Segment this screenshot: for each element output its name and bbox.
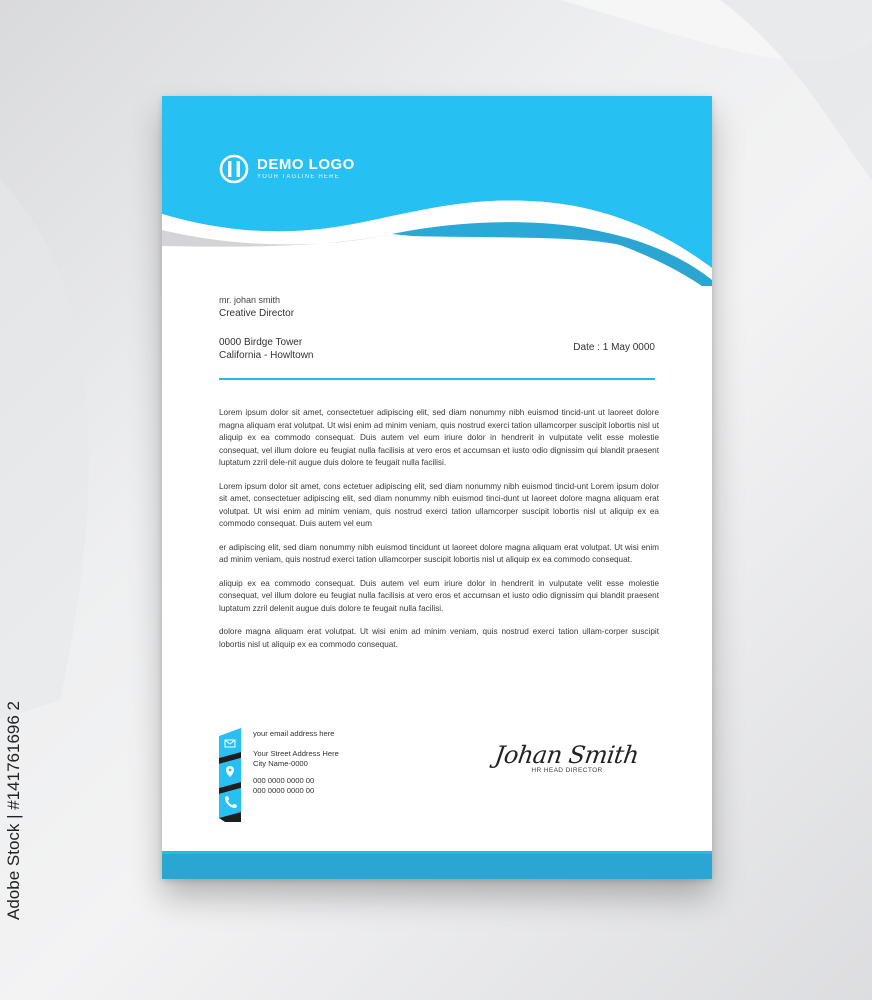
signature-title: HR HEAD DIRECTOR	[531, 767, 603, 774]
contact-street: Your Street Address Here	[253, 749, 339, 758]
footer-bar	[162, 851, 712, 879]
contact-email: your email address here	[253, 729, 335, 738]
header-wave	[162, 96, 712, 286]
sender-name: mr. johan smith	[219, 295, 281, 305]
logo-mark-icon	[219, 154, 249, 184]
sender-role: Creative Director	[219, 308, 295, 319]
contact-phone-2: 000 0000 0000 00	[253, 786, 315, 795]
stock-credit-text: Adobe Stock | #141761696 2	[4, 701, 23, 920]
body-paragraph: dolore magna aliquam erat volutpat. Ut wisi enim ad minim veniam, quis nostrud exerci tation ullam-corper suscipit lobortis nisl ut aliquip ex ea commodo consequat.	[219, 627, 659, 649]
letterhead-sheet	[162, 96, 712, 879]
address-line-2: California - Howltown	[219, 350, 314, 361]
logo-title: DEMO LOGO	[257, 155, 355, 173]
body-paragraph: er adipiscing elit, sed diam nonummy nibh euismod tincidunt ut laoreet dolore magna aliquam erat volutpat. Ut wisi enim ad minim veniam, quis nostrud exerci tation ullamcorper suscipit lobortis nisl ut aliquip ex ea commodo consequat.	[219, 542, 659, 564]
signature-name: Johan Smith	[493, 741, 641, 769]
letter-date: Date : 1 May 0000	[573, 342, 655, 353]
contact-city: City Name-0000	[253, 759, 308, 768]
signature-block	[487, 741, 647, 774]
stock-credit	[4, 0, 34, 1000]
body-paragraph: aliquip ex ea commodo consequat. Duis autem vel eum iriure dolor in hendrerit in vulputate velit esse molestie consequat, vel illum dolore eu feugiat nulla facilisis at vero eros et accumsan et iusto odio dignissim qui blandit praesent luptatum zzril delenit augue duis dolore te feugait nulla facilisi.	[219, 578, 659, 613]
body-paragraph: Lorem ipsum dolor sit amet, cons ectetuer adipiscing elit, sed diam nonummy nibh euismod tincid-unt Lorem ipsum dolor sit amet, consectetuer adipiscing elit, sed diam nonummy nibh euismod tinci-dunt ut laoreet dolore magna aliquam erat volutpat. Ut wisi enim ad minim veniam, quis nostrud exerci tation ullamcorper suscipit lobortis nisl ut aliquip ex ea commodo consequat. Duis autem vel eum	[219, 481, 659, 528]
letter-body	[219, 407, 659, 662]
sender-block	[219, 294, 294, 322]
address-line-1: 0000 Birdge Tower	[219, 337, 303, 348]
sender-address	[219, 336, 313, 362]
contact-phone-1: 000 0000 0000 00	[253, 776, 315, 785]
contact-ribbon	[219, 728, 241, 822]
logo-tagline: YOUR TAGLINE HERE	[257, 173, 340, 180]
divider-rule	[219, 378, 655, 380]
company-logo	[219, 154, 355, 184]
body-paragraph: Lorem ipsum dolor sit amet, consectetuer adipiscing elit, sed diam nonummy nibh euismod tincid-unt ut laoreet dolore magna aliquam erat volutpat. Ut wisi enim ad minim veniam, quis nostrud exerci tation ullamcorper suscipit lobortis nisl ut aliquip ex ea commodo consequat. Duis autem vel eum iriure dolor in hendrerit in vulputate velit esse molestie consequat, vel illum dolore eu feugiat nulla facilisis at vero eros et accumsan et iusto odio dignissim qui blandit praesent luptatum zzril dele-nit augue duis dolore te feugait nulla facilisi.	[219, 408, 659, 467]
